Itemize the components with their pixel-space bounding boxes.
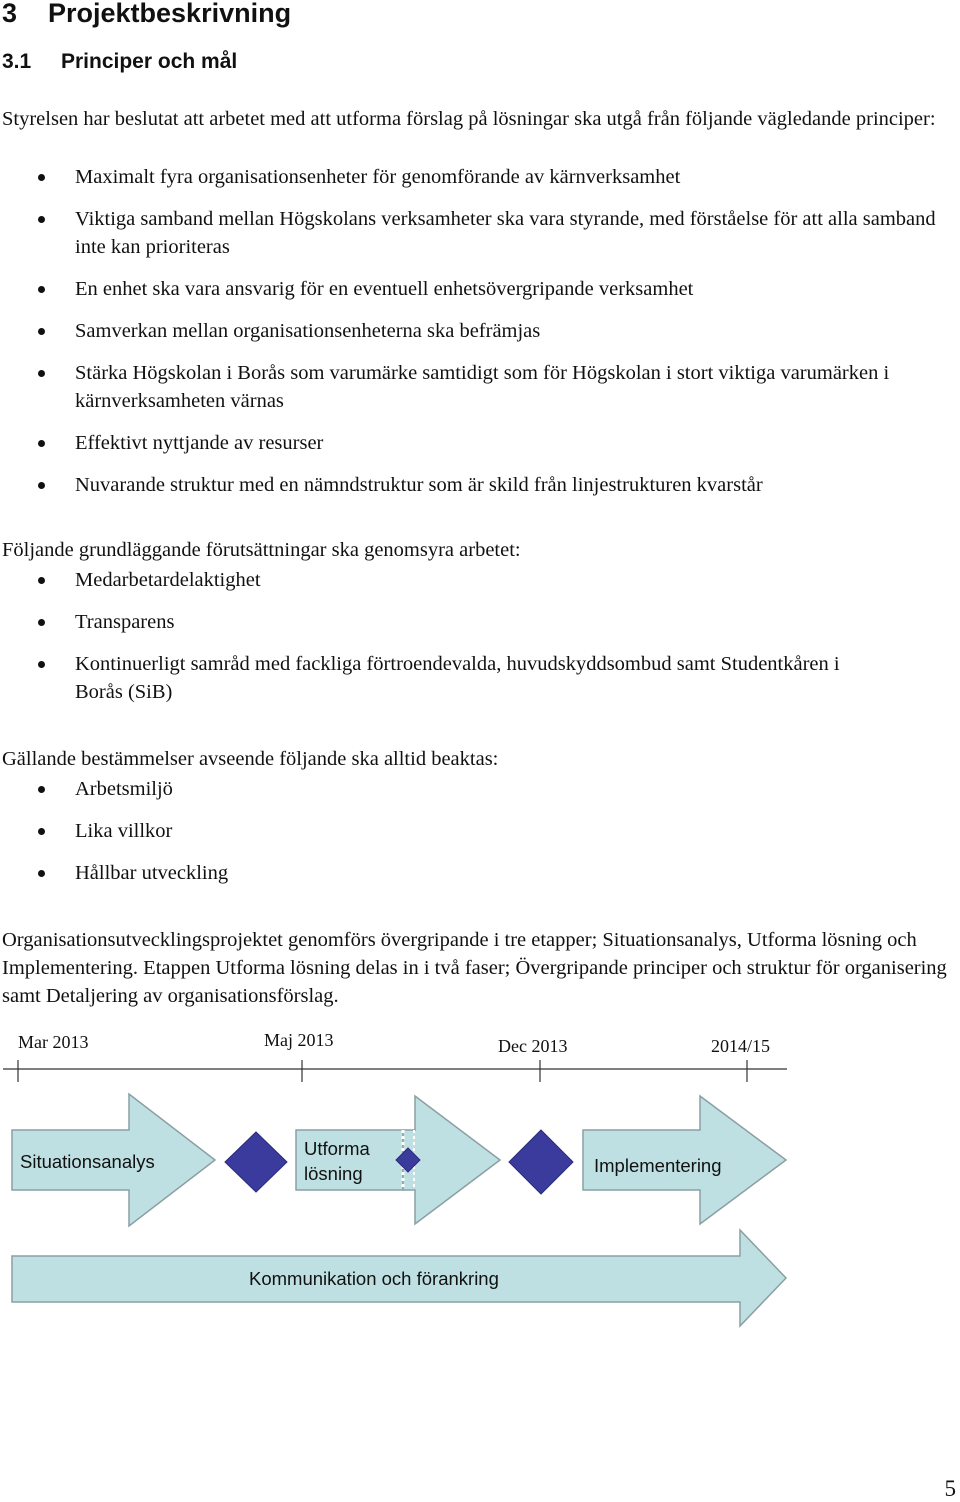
list-item: Medarbetardelaktighet [0,566,960,594]
list-item: Viktiga samband mellan Högskolans verksamheter ska vara styrande, med förståelse för att alla samband inte kan prioriteras [0,205,960,261]
list-item: Nuvarande struktur med en nämndstruktur som är skild från linjestrukturen kvarstår [0,471,960,499]
bullet-icon [38,870,45,877]
list-item: Samverkan mellan organisationsenheterna ska befrämjas [0,317,960,345]
bullet-icon [38,828,45,835]
date-label: Dec 2013 [498,1036,568,1056]
bottom-arrow-label: Kommunikation och förankring [249,1268,499,1289]
bullet-icon [38,619,45,626]
bullet-icon [38,370,45,377]
date-label: Maj 2013 [264,1030,334,1050]
rules-list [0,775,960,887]
milestone-diamond-icon [509,1130,573,1194]
list-item: Effektivt nyttjande av resurser [0,429,960,457]
section-number: 3.1 [2,50,32,73]
chapter-heading [2,0,291,29]
bullet-icon [38,328,45,335]
date-label: Mar 2013 [18,1032,89,1052]
phase-label: Situationsanalys [20,1151,155,1172]
list-item: Stärka Högskolan i Borås som varumärke samtidigt som för Högskolan i stort viktiga varumärken i kärnverksamheten värnas [0,359,960,415]
intro-paragraph: Styrelsen har beslutat att arbetet med att utforma förslag på lösningar ska utgå från följande vägledande principer: [2,108,936,130]
list-item: Kontinuerligt samråd med fackliga förtroendevalda, huvudskyddsombud samt Studentkåren i Borås (SiB) [0,650,960,706]
bullet-icon [38,440,45,447]
list-item: Transparens [0,608,960,636]
date-label: 2014/15 [711,1036,771,1056]
phase-label: lösning [304,1163,363,1184]
list-item: Hållbar utveckling [0,859,960,887]
section-title: Principer och mål [61,50,238,73]
phase-label: Implementering [594,1155,722,1176]
milestone-diamond-icon [225,1132,287,1192]
chapter-number: 3 [2,0,18,28]
project-paragraph: Organisationsutvecklingsprojektet genomförs övergripande i tre etapper; Situationsanalys, Utforma lösning och Implementering. Etappen Utforma lösning delas in i två faser; Övergripande principer och struktur för organisering samt Detaljering av organisationsförslag. [2,929,947,1007]
chapter-title: Projektbeskrivning [48,0,292,28]
bullet-icon [38,577,45,584]
timeline-diagram [0,1020,960,1340]
bullet-icon [38,661,45,668]
page-number: 5 [944,1476,956,1501]
bullet-icon [38,786,45,793]
bullet-icon [38,482,45,489]
bullet-icon [38,174,45,181]
principles-list [0,163,960,499]
rules-intro: Gällande bestämmelser avseende följande ska alltid beaktas: [2,748,499,770]
section-heading [2,50,237,74]
list-item: Arbetsmiljö [0,775,960,803]
bullet-icon [38,216,45,223]
bullet-icon [38,286,45,293]
prereq-intro: Följande grundläggande förutsättningar ska genomsyra arbetet: [2,539,521,561]
phase-label: Utforma [304,1138,370,1159]
list-item: Maximalt fyra organisationsenheter för genomförande av kärnverksamhet [0,163,960,191]
list-item: Lika villkor [0,817,960,845]
prerequisites-list [0,566,960,706]
list-item: En enhet ska vara ansvarig för en eventuell enhetsövergripande verksamhet [0,275,960,303]
